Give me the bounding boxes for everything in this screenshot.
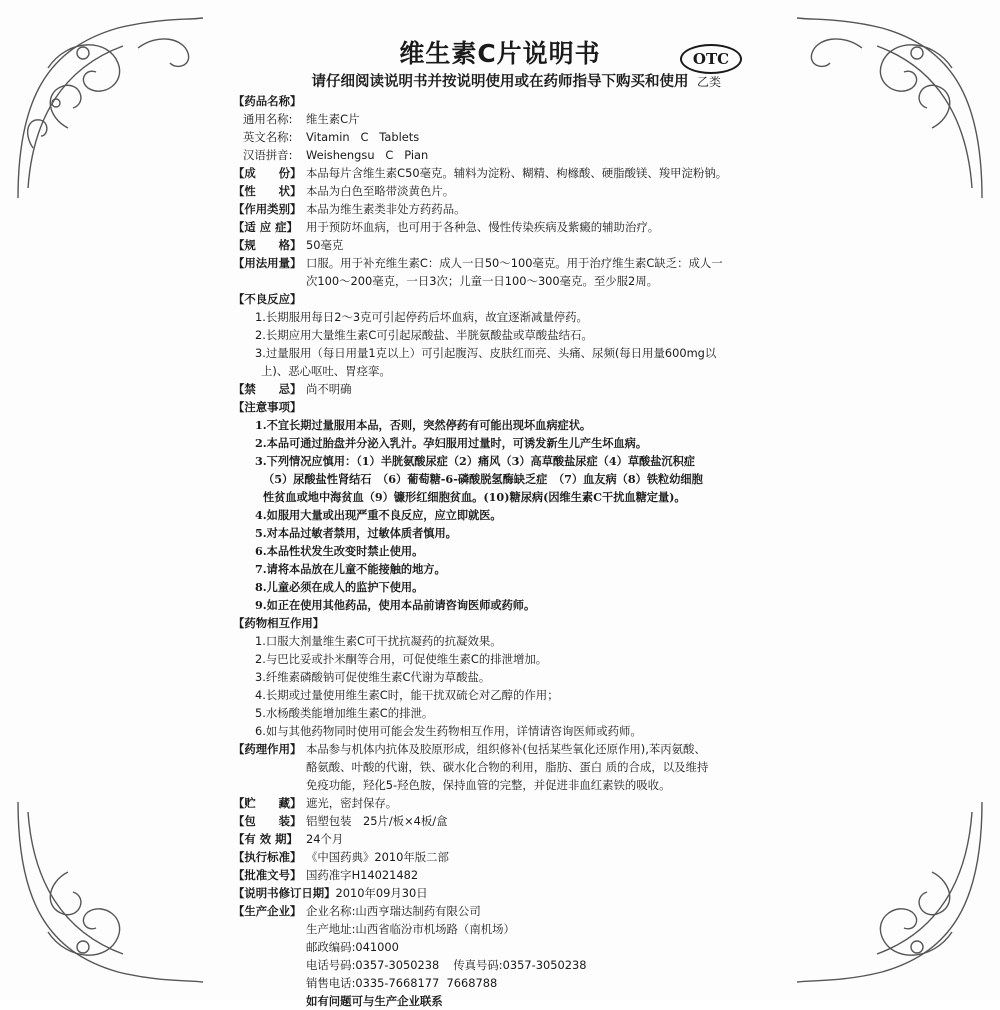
field-label: 邮政编码:	[306, 940, 356, 954]
list-item: 4.如服用大量或出现严重不良反应，应立即就医。	[255, 508, 502, 522]
otc-class-label: 乙类	[697, 75, 722, 89]
list-item: 9.如正在使用其他药品，使用本品前请咨询医师或药师。	[255, 598, 536, 612]
manufacturer-sales-row	[233, 974, 793, 992]
section-dosage	[233, 254, 793, 272]
pharmacology-continued	[233, 776, 793, 794]
field-value: 0357-3050238	[502, 958, 587, 972]
section-indication	[233, 218, 793, 236]
field-value: 山西亨瑞达制药有限公司	[355, 904, 481, 918]
dosage-continued	[233, 272, 793, 290]
field-label: 企业名称:	[306, 904, 356, 918]
section-approval	[233, 866, 793, 884]
document-subtitle: 请仔细阅读说明书并按说明使用或在药师指导下购买和使用	[311, 74, 689, 90]
list-item: 2.长期应用大量维生素C可引起尿酸盐、半胱氨酸盐或草酸盐结石。	[255, 328, 593, 342]
section-value: 本品为维生素类非处方药药品。	[306, 202, 466, 216]
manufacturer-footer	[233, 992, 793, 1010]
field-value: Vitamin C Tablets	[306, 130, 420, 144]
section-value: 本品每片含维生素C50毫克。辅料为淀粉、糊精、枸橼酸、硬脂酸镁、羧甲淀粉钠。	[306, 166, 728, 180]
section-label: 【药理作用】	[233, 742, 302, 756]
section-label: 【说明书修订日期】	[233, 886, 336, 900]
list-item: 3.过量服用（每日用量1克以上）可引起腹泻、皮肤红而亮、头痛、尿频(每日用量600mg以	[255, 346, 717, 360]
section-manufacturer	[233, 902, 793, 920]
section-label: 【作用类别】	[233, 202, 302, 216]
field-value: 山西省临汾市机场路（南机场）	[355, 922, 515, 936]
section-revision-date	[233, 884, 793, 902]
section-precautions	[233, 398, 793, 416]
list-item-continued: 上)、恶心呕吐、胃痉挛。	[261, 364, 391, 378]
section-label: 【生产企业】	[233, 904, 302, 918]
document-title: 维生素C片说明书	[399, 39, 601, 68]
section-label: 【注意事项】	[233, 400, 302, 414]
list-item: 8.儿童必须在成人的监护下使用。	[255, 580, 424, 594]
section-label: 【禁 忌】	[233, 382, 302, 396]
section-value: 尚不明确	[306, 382, 352, 396]
section-value: 50毫克	[306, 238, 344, 252]
list-item-continued: （5）尿酸盐性肾结石 （6）葡萄糖-6-磷酸脱氢酶缺乏症 （7）血友病（8）铁粒幼细胞	[263, 472, 703, 486]
section-storage	[233, 794, 793, 812]
corner-ornament-icon	[8, 792, 208, 992]
section-value: 24个月	[306, 832, 344, 846]
field-value: Weishengsu C Pian	[306, 148, 429, 162]
section-label: 【包 装】	[233, 814, 302, 828]
field-label: 传真号码:	[453, 958, 503, 972]
section-pharmacology	[233, 740, 793, 758]
section-standard	[233, 848, 793, 866]
field-value: 0335-7668177 7668788	[355, 976, 498, 990]
field-label: 销售电话:	[306, 976, 356, 990]
section-value: 国药准字H14021482	[306, 868, 419, 882]
field-label: 汉语拼音:	[243, 148, 293, 162]
list-item: 2.与巴比妥或扑米酮等合用，可促使维生素C的排泄增加。	[255, 652, 548, 666]
list-item: 5.水杨酸类能增加维生素C的排泄。	[255, 706, 434, 720]
list-item: 7.请将本品放在儿童不能接触的地方。	[255, 562, 446, 576]
list-item: 6.本品性状发生改变时禁止使用。	[255, 544, 424, 558]
field-label: 通用名称:	[243, 112, 293, 126]
manufacturer-address-row	[233, 920, 793, 938]
manufacturer-postal-row	[233, 938, 793, 956]
list-item: 3.下列情况应慎用：（1）半胱氨酸尿症（2）痛风（3）高草酸盐尿症（4）草酸盐沉积症	[255, 454, 695, 468]
section-package	[233, 812, 793, 830]
section-value: 本品为白色至略带淡黄色片。	[306, 184, 455, 198]
list-item: 1.口服大剂量维生素C可干扰抗凝药的抗凝效果。	[255, 634, 502, 648]
section-value: 次100～200毫克，一日3次；儿童一日100～300毫克。至少服2周。	[306, 274, 659, 288]
list-item: 1.不宜长期过量服用本品，否则，突然停药有可能出现坏血病症状。	[255, 418, 592, 432]
contact-note: 如有问题可与生产企业联系	[306, 994, 443, 1008]
section-value: 口服。用于补充维生素C：成人一日50～100毫克。用于治疗维生素C缺乏：成人一	[306, 256, 723, 270]
section-contraindication	[233, 380, 793, 398]
list-item: 6.如与其他药物同时使用可能会发生药物相互作用，详情请咨询医师或药师。	[255, 724, 642, 738]
section-label: 【不良反应】	[233, 292, 302, 306]
section-label: 【有 效 期】	[233, 832, 298, 846]
list-item: 5.对本品过敏者禁用，过敏体质者慎用。	[255, 526, 457, 540]
section-interactions	[233, 614, 793, 632]
section-label: 【适 应 症】	[233, 220, 298, 234]
leaflet-content	[233, 92, 793, 1010]
section-value: 2010年09月30日	[335, 886, 428, 900]
section-label: 【批准文号】	[233, 868, 302, 882]
section-description	[233, 182, 793, 200]
generic-name-row	[233, 110, 793, 128]
field-label: 生产地址:	[306, 922, 356, 936]
section-label: 【规 格】	[233, 238, 302, 252]
section-value: 免疫功能，羟化5-羟色胺，保持血管的完整，并促进非血红素铁的吸收。	[306, 778, 671, 792]
field-label: 电话号码:	[306, 958, 356, 972]
section-label: 【性 状】	[233, 184, 302, 198]
pharmacology-continued	[233, 758, 793, 776]
section-label: 【药物相互作用】	[233, 616, 325, 630]
list-item: 2.本品可通过胎盘并分泌入乳汁。孕妇服用过量时，可诱发新生儿产生坏血病。	[255, 436, 648, 450]
section-validity	[233, 830, 793, 848]
english-name-row	[233, 128, 793, 146]
section-label: 【贮 藏】	[233, 796, 302, 810]
section-label: 【用法用量】	[233, 256, 302, 270]
section-value: 铝塑包装 25片/板×4板/盒	[306, 814, 448, 828]
section-adverse	[233, 290, 793, 308]
field-label: 英文名称:	[243, 130, 293, 144]
section-value: 酪氨酸、叶酸的代谢，铁、碳水化合物的利用，脂肪、蛋白 质的合成，以及维持	[306, 760, 709, 774]
field-value: 维生素C片	[306, 112, 360, 126]
list-item: 4.长期或过量使用维生素C时，能干扰双硫仑对乙醇的作用；	[255, 688, 559, 702]
section-value: 用于预防坏血病，也可用于各种急、慢性传染疾病及紫癜的辅助治疗。	[306, 220, 660, 234]
pinyin-name-row	[233, 146, 793, 164]
section-spec	[233, 236, 793, 254]
field-value: 0357-3050238	[355, 958, 440, 972]
list-item: 1.长期服用每日2～3克可引起停药后坏血病，故宜逐渐减量停药。	[255, 310, 588, 324]
field-value: 041000	[355, 940, 399, 954]
section-value: 《中国药典》2010年版二部	[306, 850, 449, 864]
section-drug-name	[233, 92, 793, 110]
section-value: 遮光，密封保存。	[306, 796, 398, 810]
list-item-continued: 性贫血或地中海贫血（9）镰形红细胞贫血。(10)糖尿病(因维生素C干扰血糖定量)。	[263, 490, 686, 504]
section-composition	[233, 164, 793, 182]
corner-ornament-icon	[792, 792, 992, 992]
section-label: 【执行标准】	[233, 850, 302, 864]
section-label: 【成 份】	[233, 166, 302, 180]
manufacturer-phone-row	[233, 956, 793, 974]
list-item: 3.纤维素磷酸钠可促使维生素C代谢为草酸盐。	[255, 670, 491, 684]
section-value: 本品参与机体内抗体及胶原形成，组织修补(包括某些氧化还原作用),苯丙氨酸、	[306, 742, 706, 756]
otc-badge: OTC	[680, 44, 742, 74]
section-label: 【药品名称】	[233, 94, 302, 108]
section-category	[233, 200, 793, 218]
